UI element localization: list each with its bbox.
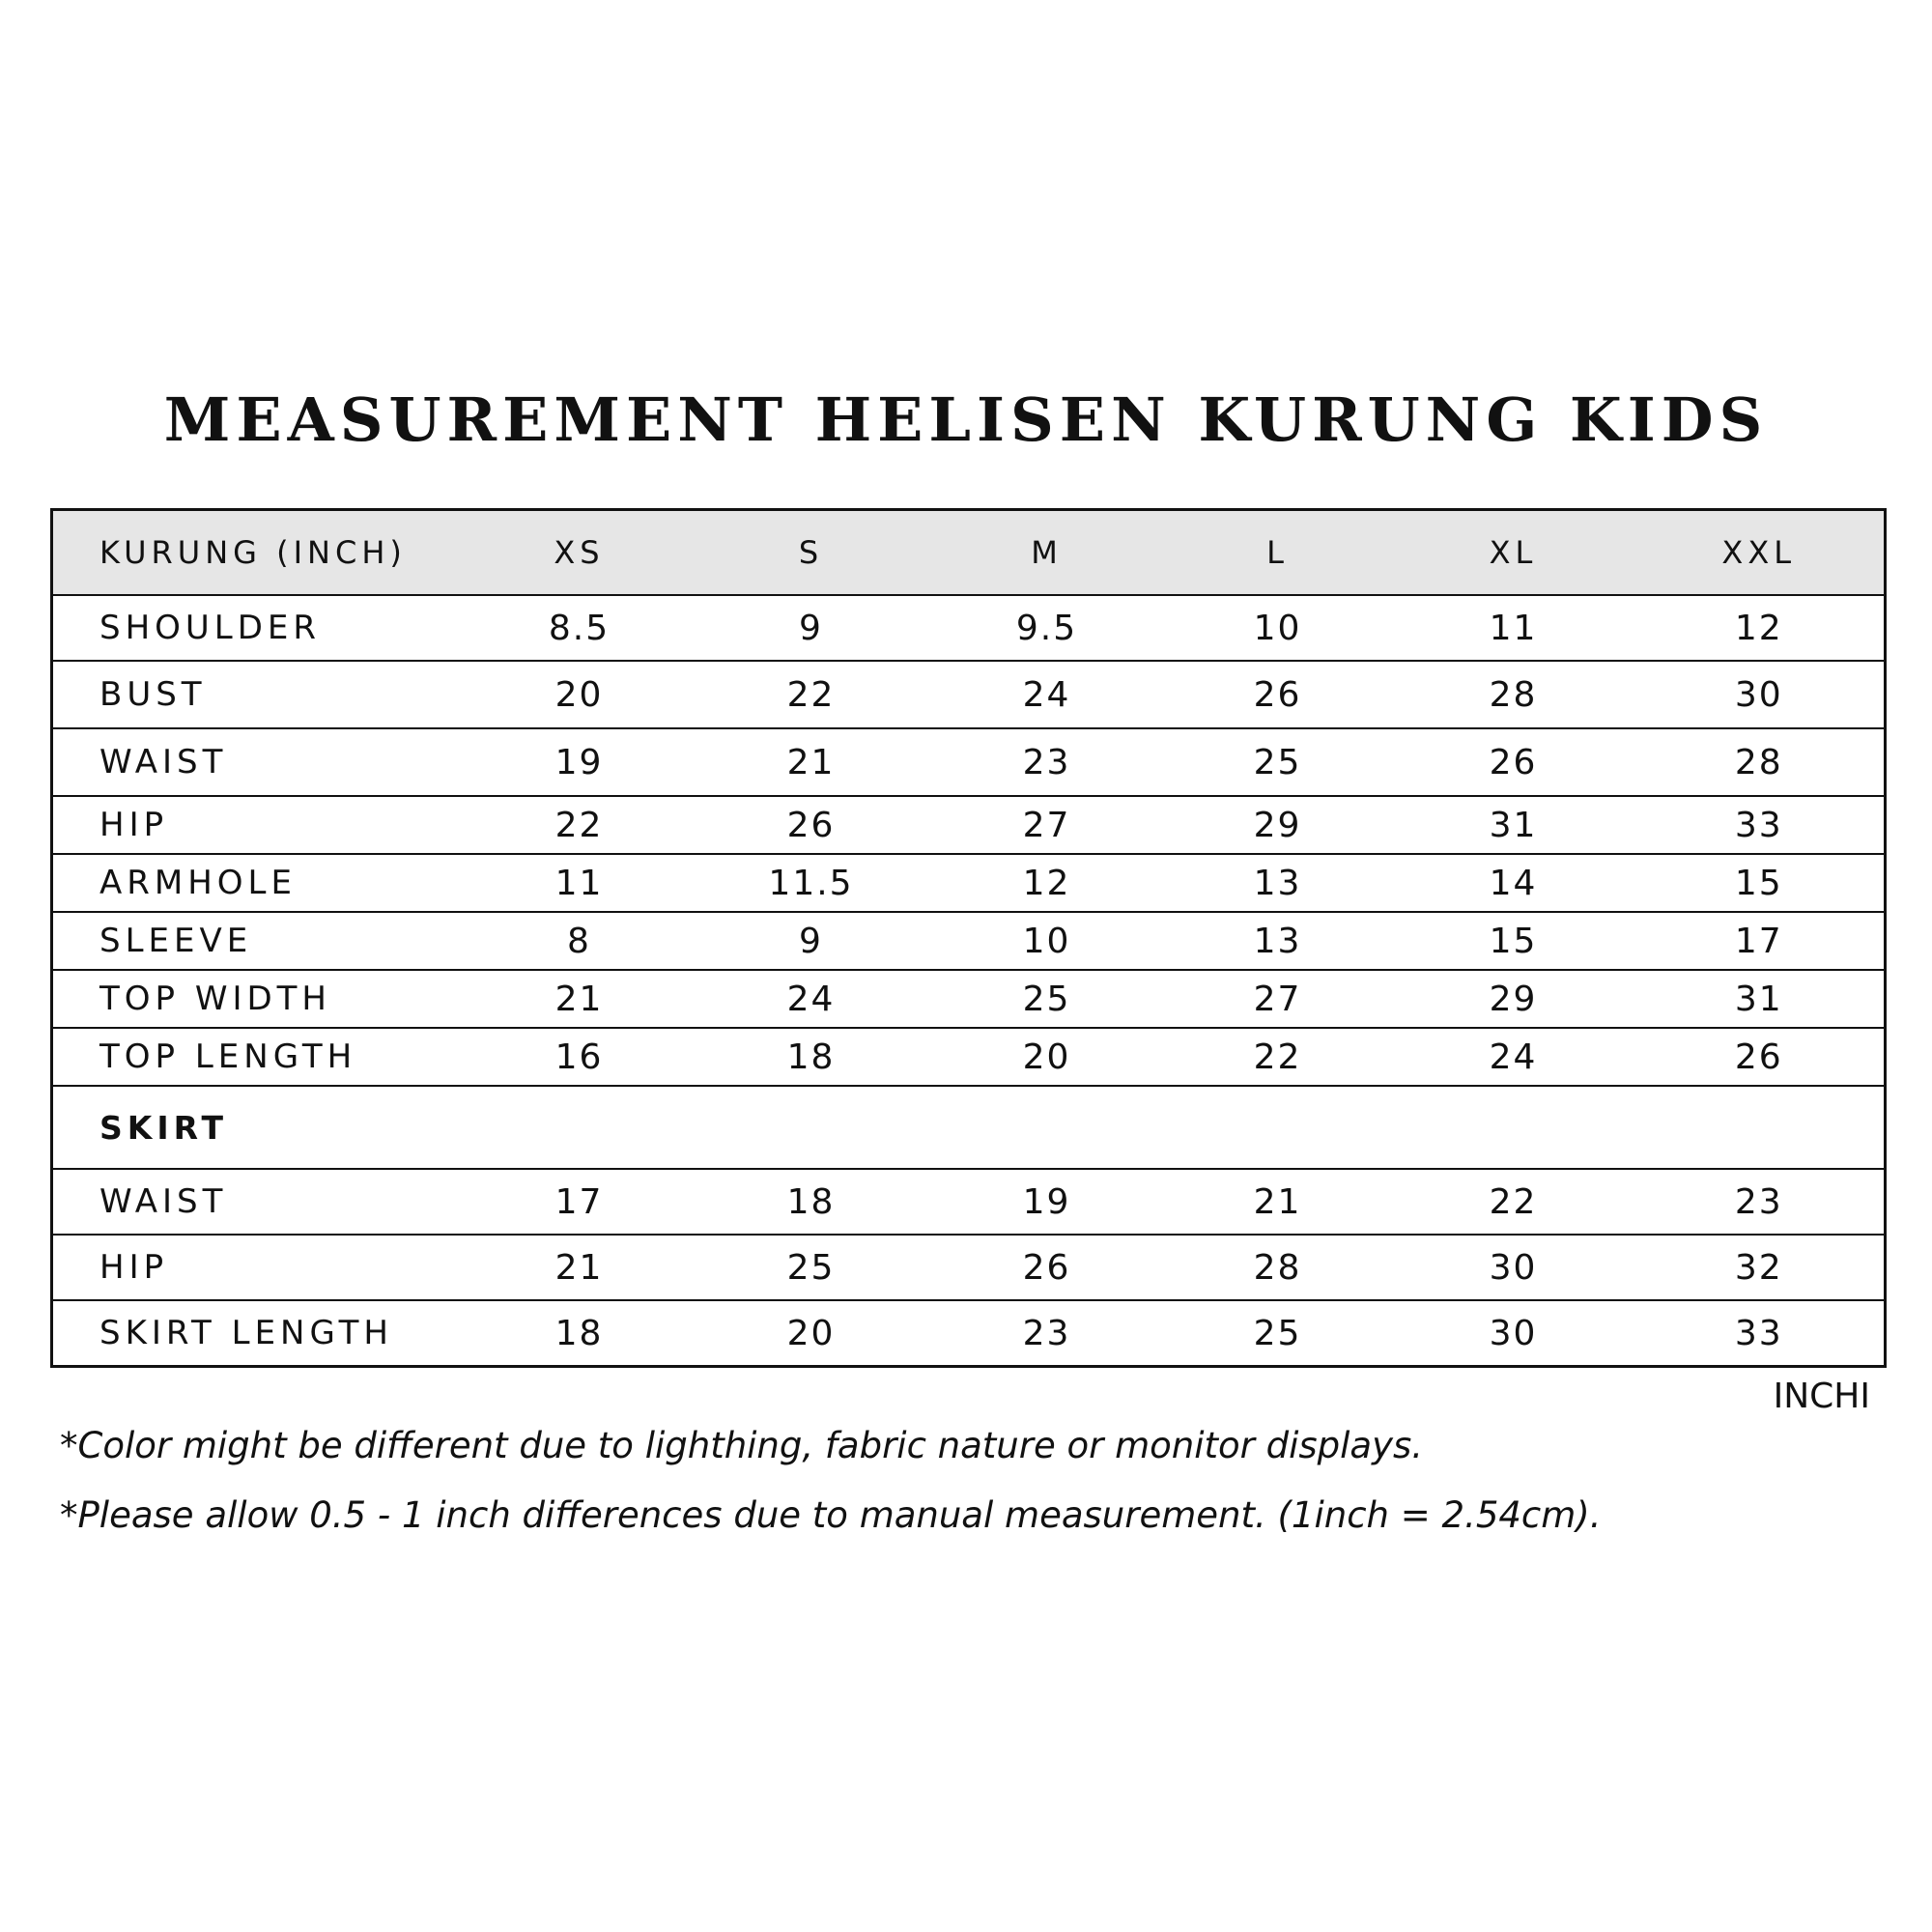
table-cell: 26 — [931, 1235, 1163, 1300]
table-cell: 24 — [1393, 1028, 1634, 1086]
table-cell: 33 — [1634, 796, 1886, 854]
table-cell: 25 — [931, 970, 1163, 1028]
table-cell: 20 — [692, 1300, 931, 1367]
table-cell: 30 — [1634, 661, 1886, 728]
table-cell: 28 — [1634, 728, 1886, 796]
table-cell: 26 — [1163, 661, 1393, 728]
row-label: ARMHOLE — [52, 854, 468, 912]
row-label: TOP WIDTH — [52, 970, 468, 1028]
table-cell: 22 — [692, 661, 931, 728]
table-cell: 19 — [931, 1169, 1163, 1235]
table-cell: 13 — [1163, 854, 1393, 912]
skirt-section-label: SKIRT — [52, 1086, 1886, 1169]
row-label: HIP — [52, 1235, 468, 1300]
table-row — [52, 970, 1886, 1028]
table-cell: 18 — [692, 1169, 931, 1235]
table-cell: 29 — [1393, 970, 1634, 1028]
unit-label: INCHI — [1773, 1377, 1870, 1416]
table-cell: 9 — [692, 595, 931, 661]
table-cell: 28 — [1163, 1235, 1393, 1300]
table-row — [52, 1300, 1886, 1367]
table-cell: 30 — [1393, 1235, 1634, 1300]
table-cell: 13 — [1163, 912, 1393, 970]
table-cell: 16 — [468, 1028, 692, 1086]
table-cell: 18 — [692, 1028, 931, 1086]
table-cell: 30 — [1393, 1300, 1634, 1367]
row-label: SKIRT LENGTH — [52, 1300, 468, 1367]
page-title: MEASUREMENT HELISEN KURUNG KIDS — [163, 384, 1769, 455]
table-cell: 15 — [1393, 912, 1634, 970]
table-cell: 28 — [1393, 661, 1634, 728]
table-cell: 22 — [1393, 1169, 1634, 1235]
table-cell: 24 — [931, 661, 1163, 728]
table-row — [52, 854, 1886, 912]
table-row — [52, 595, 1886, 661]
table-cell: 12 — [931, 854, 1163, 912]
table-cell: 11 — [1393, 595, 1634, 661]
row-label: TOP LENGTH — [52, 1028, 468, 1086]
row-label: WAIST — [52, 728, 468, 796]
table-cell: 20 — [468, 661, 692, 728]
table-cell: 11.5 — [692, 854, 931, 912]
table-cell: 24 — [692, 970, 931, 1028]
table-cell: 25 — [1163, 1300, 1393, 1367]
header-label: KURUNG (INCH) — [52, 510, 468, 596]
size-header-xxl: XXL — [1634, 510, 1886, 596]
skirt-section-row — [52, 1086, 1886, 1169]
table-cell: 23 — [931, 1300, 1163, 1367]
size-header-xl: XL — [1393, 510, 1634, 596]
table-cell: 14 — [1393, 854, 1634, 912]
table-cell: 32 — [1634, 1235, 1886, 1300]
table-cell: 31 — [1634, 970, 1886, 1028]
table-cell: 10 — [931, 912, 1163, 970]
table-header-row — [52, 510, 1886, 596]
size-chart-table — [50, 508, 1887, 1368]
size-header-m: M — [931, 510, 1163, 596]
table-cell: 22 — [468, 796, 692, 854]
table-cell: 21 — [468, 1235, 692, 1300]
table-cell: 33 — [1634, 1300, 1886, 1367]
color-disclaimer-note: *Color might be different due to lighthing, fabric nature or monitor displays. — [60, 1425, 1424, 1466]
table-cell: 26 — [692, 796, 931, 854]
size-header-xs: XS — [468, 510, 692, 596]
row-label: BUST — [52, 661, 468, 728]
table-cell: 20 — [931, 1028, 1163, 1086]
table-cell: 23 — [1634, 1169, 1886, 1235]
table-row — [52, 728, 1886, 796]
row-label: SLEEVE — [52, 912, 468, 970]
table-cell: 27 — [931, 796, 1163, 854]
row-label: SHOULDER — [52, 595, 468, 661]
table-cell: 9 — [692, 912, 931, 970]
table-cell: 22 — [1163, 1028, 1393, 1086]
size-header-l: L — [1163, 510, 1393, 596]
table-cell: 23 — [931, 728, 1163, 796]
table-row — [52, 796, 1886, 854]
table-cell: 8.5 — [468, 595, 692, 661]
table-row — [52, 1235, 1886, 1300]
table-cell: 26 — [1634, 1028, 1886, 1086]
table-cell: 17 — [1634, 912, 1886, 970]
table-row — [52, 661, 1886, 728]
table-row — [52, 1028, 1886, 1086]
table-cell: 9.5 — [931, 595, 1163, 661]
table-cell: 15 — [1634, 854, 1886, 912]
measurement-disclaimer-note: *Please allow 0.5 - 1 inch differences due to manual measurement. (1inch = 2.54cm). — [60, 1494, 1602, 1536]
table-cell: 21 — [468, 970, 692, 1028]
table-cell: 11 — [468, 854, 692, 912]
table-row — [52, 912, 1886, 970]
table-cell: 17 — [468, 1169, 692, 1235]
table-cell: 31 — [1393, 796, 1634, 854]
table-row — [52, 1169, 1886, 1235]
table-cell: 21 — [1163, 1169, 1393, 1235]
table-cell: 29 — [1163, 796, 1393, 854]
table-cell: 18 — [468, 1300, 692, 1367]
size-header-s: S — [692, 510, 931, 596]
row-label: WAIST — [52, 1169, 468, 1235]
table-cell: 19 — [468, 728, 692, 796]
table-cell: 25 — [692, 1235, 931, 1300]
table-cell: 21 — [692, 728, 931, 796]
table-cell: 8 — [468, 912, 692, 970]
row-label: HIP — [52, 796, 468, 854]
table-cell: 10 — [1163, 595, 1393, 661]
table-cell: 12 — [1634, 595, 1886, 661]
table-cell: 27 — [1163, 970, 1393, 1028]
table-cell: 26 — [1393, 728, 1634, 796]
table-cell: 25 — [1163, 728, 1393, 796]
